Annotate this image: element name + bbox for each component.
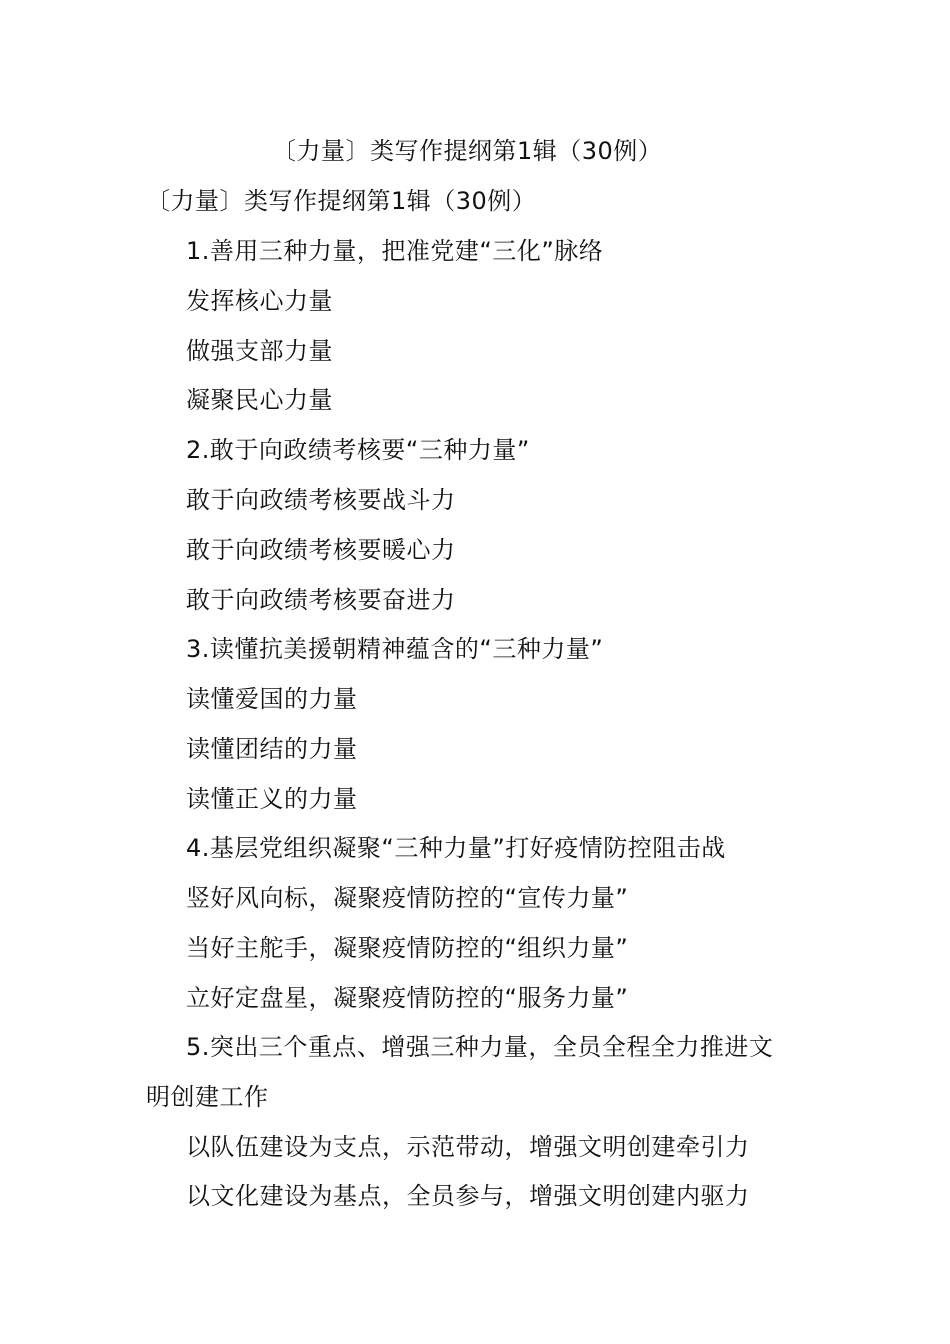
section-heading-5-line-1: 5.突出三个重点、增强三种力量，全员全程全力推进文 (186, 1033, 774, 1061)
section-5-item-1: 以队伍建设为支点，示范带动，增强文明创建牵引力 (186, 1133, 750, 1161)
section-1-item-1: 发挥核心力量 (186, 287, 333, 315)
section-heading-3: 3.读懂抗美援朝精神蕴含的“三种力量” (186, 635, 604, 663)
document-title: 〔力量〕类写作提纲第1辑（30例） (272, 137, 663, 165)
section-2-item-1: 敢于向政绩考核要战斗力 (186, 486, 456, 514)
section-1-item-2: 做强支部力量 (186, 337, 333, 365)
section-5-item-2: 以文化建设为基点，全员参与，增强文明创建内驱力 (186, 1182, 750, 1210)
section-heading-2: 2.敢于向政绩考核要“三种力量” (186, 436, 530, 464)
section-heading-5-line-2: 明创建工作 (146, 1083, 269, 1111)
section-heading-4: 4.基层党组织凝聚“三种力量”打好疫情防控阻击战 (186, 834, 726, 862)
section-2-item-2: 敢于向政绩考核要暖心力 (186, 536, 456, 564)
section-4-item-1: 竖好风向标，凝聚疫情防控的“宣传力量” (186, 884, 629, 912)
section-heading-1: 1.善用三种力量，把准党建“三化”脉络 (186, 237, 604, 265)
section-3-item-1: 读懂爱国的力量 (186, 685, 358, 713)
section-4-item-3: 立好定盘星，凝聚疫情防控的“服务力量” (186, 984, 629, 1012)
section-3-item-3: 读懂正义的力量 (186, 785, 358, 813)
document-subtitle: 〔力量〕类写作提纲第1辑（30例） (146, 187, 537, 215)
section-2-item-3: 敢于向政绩考核要奋进力 (186, 586, 456, 614)
section-1-item-3: 凝聚民心力量 (186, 386, 333, 414)
section-4-item-2: 当好主舵手，凝聚疫情防控的“组织力量” (186, 934, 629, 962)
section-3-item-2: 读懂团结的力量 (186, 735, 358, 763)
